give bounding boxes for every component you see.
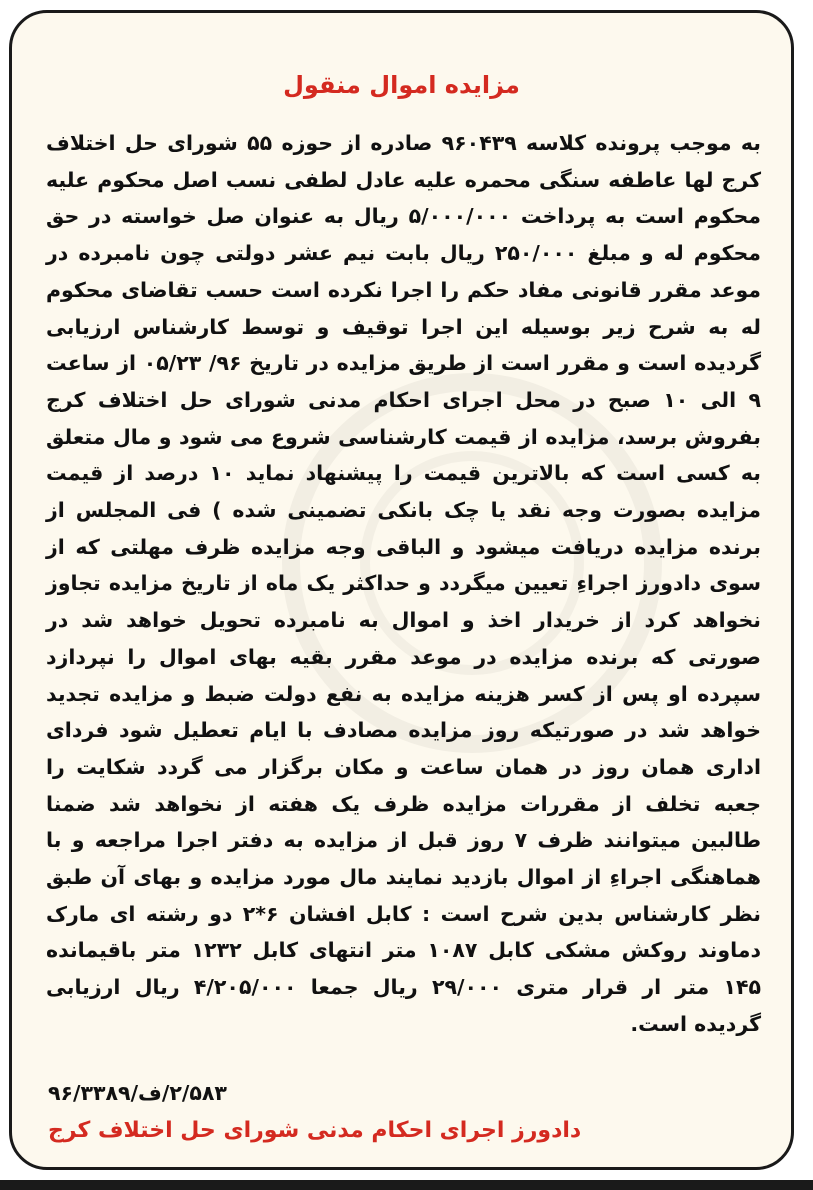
bottom-rule [0, 1180, 813, 1190]
signature-line: دادورز اجرای احکام مدنی شورای حل اختلاف کرج [48, 1118, 582, 1143]
notice-title: مزایده اموال منقول [283, 71, 520, 99]
reference-number: ۲/۵۸۳/ف/۹۶/۳۳۸۹ [48, 1081, 227, 1105]
notice-card [9, 10, 794, 1170]
notice-body: به موجب پرونده کلاسه ۹۶۰۴۳۹ صادره از حوزه ۵۵ شورای حل اختلاف کرج لها عاطفه سنگی محمره علیه عادل لطفی نسب اصل محکوم علیه محکوم است به پرداخت ۵/۰۰۰/۰۰۰ ریال به عنوان صل خواسته در حق محکوم له و مبلغ ۲۵۰/۰۰۰ ریال بابت نیم عشر دولتی چون نامبرده در موعد مقرر قانونی مفاد حکم را اجرا نکرده است حسب تقاضای محکوم له به شرح زیر بوسیله این اجرا توقیف و توسط کارشناس ارزیابی گردیده است و مقرر است از طریق مزایده در تاریخ ۹۶/ ۰۵/۲۳ از ساعت ۹ الی ۱۰ صبح در محل اجرای احکام مدنی شورای حل اختلاف کرج بفروش برسد، مزایده از قیمت کارشناسی شروع می شود و مال متعلق به کسی است که بالاترین قیمت را پیشنهاد نماید ۱۰ درصد از قیمت مزایده بصورت وجه نقد یا چک بانکی تضمینی شده ) فی المجلس از برنده مزایده دریافت میشود و الباقی وجه مزایده ظرف مهلتی که از سوی دادورز اجراءِ تعیین میگردد و حداکثر یک ماه از تاریخ مزایده تجاوز نخواهد کرد از خریدار اخذ و اموال به نامبرده تحویل خواهد شد در صورتی که برنده مزایده در موعد مقرر بقیه بهای اموال را نپردازد سپرده او پس از کسر هزینه مزایده به نفع دولت ضبط و مزایده تجدید خواهد شد در صورتیکه روز مزایده مصادف با ایام تعطیل شود فردای اداری همان روز در همان ساعت و مکان برگزار می گردد شکایت را جعبه تخلف از مقررات مزایده ظرف یک هفته از نخواهد شد ضمنا طالبین میتوانند ظرف ۷ روز قبل از مزایده به دفتر اجرا مراجعه و با هماهنگی اجراءِ از اموال بازدید نمایند مال مورد مزایده و بهای آن طبق نظر کارشناس بدین شرح است : کابل افشان ۶*۲ دو رشته ای مارک دماوند روکش مشکی کابل ۱۰۸۷ متر انتهای کابل ۱۲۳۲ متر باقیمانده ۱۴۵ متر ار قرار متری ۲۹/۰۰۰ ریال جمعا ۴/۲۰۵/۰۰۰ ریال ارزیابی گردیده است. [46, 131, 762, 1036]
